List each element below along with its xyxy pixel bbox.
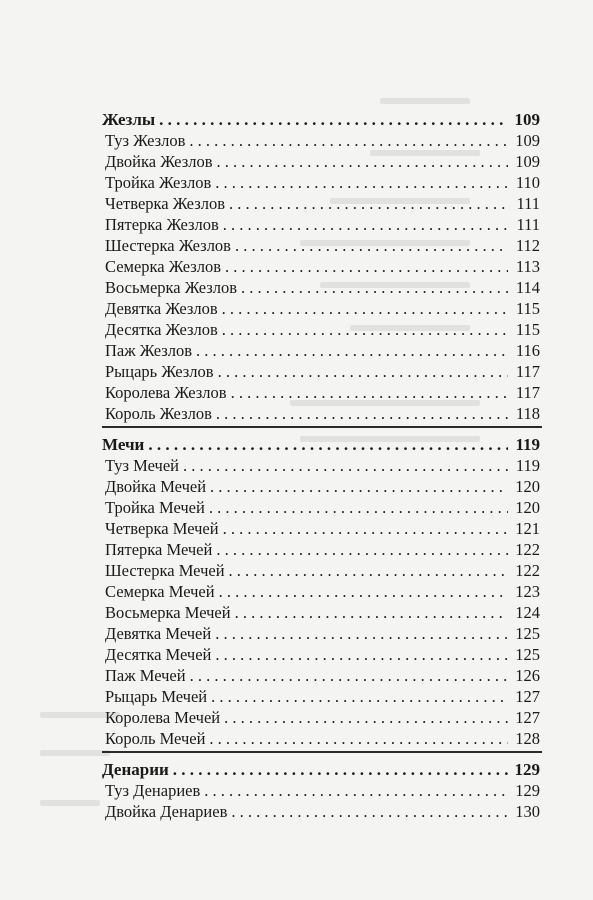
dot-leader xyxy=(231,801,508,822)
dot-leader xyxy=(225,256,508,277)
entry-page-number: 109 xyxy=(515,152,540,171)
section-title: Жезлы xyxy=(102,110,156,129)
entry-page-number: 127 xyxy=(515,708,540,727)
toc-entry[interactable] xyxy=(102,497,540,518)
section-page-number: 109 xyxy=(514,110,540,129)
dot-leader xyxy=(183,455,508,476)
toc-entry[interactable] xyxy=(102,686,540,707)
dot-leader xyxy=(223,214,508,235)
entry-page-number: 111 xyxy=(516,215,540,234)
dot-leader xyxy=(222,298,508,319)
entry-page-number: 110 xyxy=(515,173,540,192)
toc-entry[interactable] xyxy=(102,235,540,256)
entry-title: Паж Мечей xyxy=(105,666,186,685)
dot-leader xyxy=(231,382,508,403)
toc-entry[interactable] xyxy=(102,298,540,319)
entry-title: Королева Жезлов xyxy=(105,383,227,402)
toc-entry[interactable] xyxy=(102,319,540,340)
toc-entry[interactable] xyxy=(102,476,540,497)
toc-entry[interactable] xyxy=(102,581,540,602)
dot-leader xyxy=(224,707,508,728)
entry-title: Двойка Жезлов xyxy=(105,152,213,171)
dot-leader xyxy=(210,476,508,497)
toc-entry[interactable] xyxy=(102,801,540,822)
dot-leader xyxy=(204,780,508,801)
dot-leader xyxy=(215,623,508,644)
toc-entry[interactable] xyxy=(102,560,540,581)
dot-leader xyxy=(235,602,508,623)
section-page-number: 129 xyxy=(514,760,540,779)
entry-title: Восьмерка Мечей xyxy=(105,603,231,622)
toc-entry[interactable] xyxy=(102,728,540,749)
entry-page-number: 115 xyxy=(515,299,540,318)
toc-entry[interactable] xyxy=(102,518,540,539)
entry-page-number: 124 xyxy=(515,603,540,622)
dot-leader xyxy=(190,665,508,686)
entry-title: Шестерка Жезлов xyxy=(105,236,231,255)
entry-page-number: 120 xyxy=(515,477,540,496)
toc-entry[interactable] xyxy=(102,623,540,644)
entry-title: Восьмерка Жезлов xyxy=(105,278,238,297)
toc-entry[interactable] xyxy=(102,780,540,801)
toc-entry[interactable] xyxy=(102,602,540,623)
entry-page-number: 130 xyxy=(515,802,540,821)
entry-page-number: 116 xyxy=(515,341,540,360)
entry-page-number: 114 xyxy=(515,278,540,297)
dot-leader xyxy=(148,434,508,455)
entry-title: Двойка Мечей xyxy=(105,477,207,496)
entry-title: Туз Мечей xyxy=(105,456,179,475)
entry-page-number: 128 xyxy=(515,729,540,748)
entry-page-number: 123 xyxy=(515,582,540,601)
entry-page-number: 112 xyxy=(515,236,540,255)
dot-leader xyxy=(215,172,508,193)
entry-title: Тройка Мечей xyxy=(105,498,205,517)
dot-leader xyxy=(196,340,508,361)
dot-leader xyxy=(209,497,508,518)
dot-leader xyxy=(216,539,508,560)
toc-section-heading[interactable] xyxy=(102,109,540,130)
entry-title: Туз Денариев xyxy=(105,781,201,800)
section-divider xyxy=(102,751,542,753)
toc-entry[interactable] xyxy=(102,340,540,361)
section-title: Денарии xyxy=(102,760,169,779)
entry-page-number: 126 xyxy=(515,666,540,685)
dot-leader xyxy=(173,759,508,780)
entry-title: Рыцарь Жезлов xyxy=(105,362,214,381)
toc-entry[interactable] xyxy=(102,193,540,214)
toc-entry[interactable] xyxy=(102,539,540,560)
toc-entry[interactable] xyxy=(102,256,540,277)
dot-leader xyxy=(209,728,508,749)
entry-page-number: 117 xyxy=(515,362,540,381)
dot-leader xyxy=(189,130,508,151)
toc-entry[interactable] xyxy=(102,455,540,476)
dot-leader xyxy=(229,193,508,214)
entry-title: Шестерка Мечей xyxy=(105,561,225,580)
section-divider xyxy=(102,426,542,428)
entry-title: Девятка Жезлов xyxy=(105,299,218,318)
entry-page-number: 121 xyxy=(515,519,540,538)
entry-title: Семерка Жезлов xyxy=(105,257,222,276)
entry-page-number: 109 xyxy=(515,131,540,150)
dot-leader xyxy=(217,151,509,172)
toc-entry[interactable] xyxy=(102,403,540,424)
toc-entry[interactable] xyxy=(102,277,540,298)
toc-section-heading[interactable] xyxy=(102,759,540,780)
dot-leader xyxy=(159,109,508,130)
dot-leader xyxy=(235,235,508,256)
dot-leader xyxy=(222,319,508,340)
entry-title: Четверка Мечей xyxy=(105,519,219,538)
entry-page-number: 122 xyxy=(515,540,540,559)
dot-leader xyxy=(215,644,508,665)
entry-title: Рыцарь Мечей xyxy=(105,687,208,706)
entry-page-number: 111 xyxy=(516,194,540,213)
entry-title: Девятка Мечей xyxy=(105,624,212,643)
toc-entry[interactable] xyxy=(102,172,540,193)
entry-page-number: 118 xyxy=(515,404,540,423)
entry-title: Пятерка Мечей xyxy=(105,540,213,559)
toc-entry[interactable] xyxy=(102,151,540,172)
entry-page-number: 120 xyxy=(515,498,540,517)
table-of-contents xyxy=(102,109,540,822)
entry-title: Тройка Жезлов xyxy=(105,173,212,192)
entry-page-number: 115 xyxy=(515,320,540,339)
entry-page-number: 113 xyxy=(515,257,540,276)
toc-entry[interactable] xyxy=(102,214,540,235)
dot-leader xyxy=(219,581,508,602)
toc-entry[interactable] xyxy=(102,665,540,686)
entry-page-number: 119 xyxy=(515,456,540,475)
entry-page-number: 117 xyxy=(515,383,540,402)
entry-page-number: 125 xyxy=(515,645,540,664)
dot-leader xyxy=(229,560,508,581)
entry-page-number: 127 xyxy=(515,687,540,706)
entry-title: Четверка Жезлов xyxy=(105,194,226,213)
entry-title: Королева Мечей xyxy=(105,708,221,727)
section-page-number: 119 xyxy=(515,435,540,454)
toc-entry[interactable] xyxy=(102,361,540,382)
entry-title: Десятка Жезлов xyxy=(105,320,218,339)
entry-title: Король Жезлов xyxy=(105,404,212,423)
entry-title: Пятерка Жезлов xyxy=(105,215,219,234)
section-title: Мечи xyxy=(102,435,145,454)
toc-entry[interactable] xyxy=(102,644,540,665)
entry-title: Король Мечей xyxy=(105,729,206,748)
dot-leader xyxy=(223,518,508,539)
entry-title: Паж Жезлов xyxy=(105,341,193,360)
entry-page-number: 129 xyxy=(515,781,540,800)
entry-page-number: 125 xyxy=(515,624,540,643)
toc-entry[interactable] xyxy=(102,382,540,403)
toc-entry[interactable] xyxy=(102,707,540,728)
entry-title: Туз Жезлов xyxy=(105,131,186,150)
dot-leader xyxy=(211,686,508,707)
toc-entry[interactable] xyxy=(102,130,540,151)
dot-leader xyxy=(216,403,508,424)
dot-leader xyxy=(218,361,508,382)
entry-page-number: 122 xyxy=(515,561,540,580)
entry-title: Семерка Мечей xyxy=(105,582,215,601)
dot-leader xyxy=(241,277,508,298)
toc-section-heading[interactable] xyxy=(102,434,540,455)
entry-title: Двойка Денариев xyxy=(105,802,228,821)
entry-title: Десятка Мечей xyxy=(105,645,212,664)
